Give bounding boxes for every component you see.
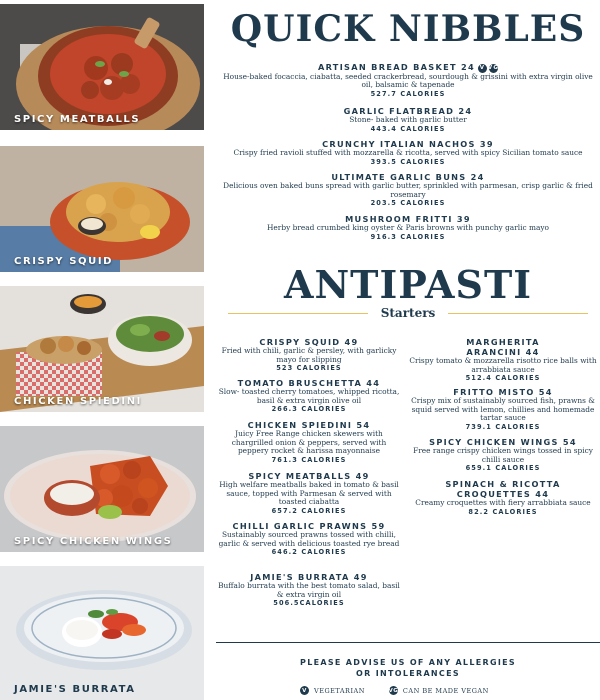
item-calories: 506.5CALORIES [273, 599, 345, 608]
menu-item-garlic-flatbread [216, 106, 600, 133]
item-description: Crispy tomato & mozzarella risotto rice balls with arrabbiata sauce [409, 356, 597, 374]
photo-jamies-burrata [0, 566, 204, 700]
item-description: Crispy mix of sustainably sourced fish, prawns & squid served with lemon, chillies and homemade tartar sauce [411, 396, 595, 423]
item-name: CRISPY SQUID 49 [259, 337, 359, 347]
menu-item-margherita-arancini [406, 337, 600, 382]
item-description: Sustainably sourced prawns tossed with chilli, garlic & served with delicious toasted rye bread [218, 530, 400, 548]
item-calories: 393.5 CALORIES [370, 157, 446, 166]
photo-caption: SPICY MEATBALLS [14, 114, 141, 125]
dietary-legend [300, 686, 489, 695]
item-calories: 523 CALORIES [276, 364, 342, 373]
menu-item-tomato-bruschetta [216, 378, 402, 413]
menu-item-ultimate-garlic-buns [216, 172, 600, 207]
item-name: SPICY CHICKEN WINGS 54 [429, 437, 577, 447]
item-name: MARGHERITA ARANCINI 44 [466, 337, 540, 357]
menu-item-chicken-spiedini [216, 420, 402, 464]
photo-caption: CHICKEN SPIEDINI [14, 396, 142, 407]
wings-illustration [0, 426, 204, 552]
item-description: Juicy Free Range chicken skewers with chargrilled onion & peppers, served with peppery rocket & harissa mayonnaise [231, 429, 387, 456]
item-calories: 512.4 CALORIES [465, 374, 541, 383]
menu-item-mushroom-fritti [216, 214, 600, 241]
vegetarian-icon: V [479, 65, 486, 71]
item-name: SPICY MEATBALLS 49 [248, 471, 370, 481]
menu-item-spicy-chicken-wings [406, 437, 600, 472]
item-calories: 761.3 CALORIES [271, 455, 347, 464]
spiedini-illustration [0, 286, 204, 412]
item-description: Stone- baked with garlic butter [349, 115, 467, 124]
item-calories: 266.3 CALORIES [271, 405, 347, 414]
item-description: Creamy croquettes with fiery arrabbiata sauce [415, 498, 591, 507]
photo-caption: JAMIE'S BURRATA [14, 684, 136, 695]
item-calories: 659.1 CALORIES [465, 464, 541, 473]
item-name: GARLIC FLATBREAD 24 [343, 106, 473, 116]
legend-vegan-label: CAN BE MADE VEGAN [402, 686, 489, 695]
item-description: Buffalo burrata with the best tomato salad, basil & extra virgin oil [218, 581, 400, 599]
vegan-icon: VG [487, 65, 500, 71]
footer-divider [216, 642, 600, 643]
starters-label: Starters [380, 306, 436, 320]
item-description: Slow- toasted cherry tomatoes, whipped ricotta, basil & extra virgin olive oil [218, 387, 400, 405]
photo-spicy-meatballs [0, 4, 204, 130]
item-description: Fried with chili, garlic & persley, with garlicky mayo for slipping [221, 346, 397, 364]
item-calories: 527.7 CALORIES [370, 89, 446, 98]
item-calories: 203.5 CALORIES [370, 199, 446, 208]
item-description: High welfare meatballs baked in tomato & basil sauce, topped with Parmesan & served with toasted ciabatta [219, 480, 399, 507]
menu-item-artisan-bread-basket [216, 62, 600, 98]
item-calories: 657.2 CALORIES [271, 506, 347, 515]
item-name: FRITTO MISTO 54 [453, 387, 553, 397]
meatballs-illustration [0, 4, 204, 130]
item-description: Crispy fried ravioli stuffed with mozzarella & ricotta, served with spicy Sicilian tomato sauce [233, 148, 583, 157]
item-description: Free range crispy chicken wings tossed in spicy chilli sauce [413, 446, 593, 464]
vegan-icon: VG [388, 687, 399, 694]
vegetarian-icon: V [300, 686, 309, 695]
photo-chicken-spiedini [0, 286, 204, 412]
item-description: House-baked focaccia, ciabatta, seeded crackerbread, sourdough & grissini with extra virgin olive oil, balsamic & tapenade [223, 71, 593, 90]
menu-item-chilli-garlic-prawns [216, 521, 402, 556]
item-name: MUSHROOM FRITTI 39 [345, 214, 471, 224]
item-calories: 916.3 CALORIES [370, 232, 446, 241]
menu-item-fritto-misto [406, 387, 600, 431]
item-name: JAMIE'S BURRATA 49 [250, 572, 368, 582]
photo-caption: CRISPY SQUID [14, 256, 114, 267]
item-description: Delicious oven baked buns spread with garlic butter, sprinkled with parmesan, crisp garlic & fried rosemary [223, 181, 593, 199]
item-name: TOMATO BRUSCHETTA 44 [237, 378, 381, 388]
item-calories: 443.4 CALORIES [370, 124, 446, 133]
item-name: CHICKEN SPIEDINI 54 [247, 420, 371, 430]
menu-item-spinach-ricotta-croquettes [406, 479, 600, 516]
quick-nibbles-title: QUICK NIBBLES [230, 8, 586, 50]
item-description: Herby bread crumbed king oyster & Paris browns with punchy garlic mayo [266, 223, 549, 232]
antipasti-title: ANTIPASTI [283, 262, 533, 307]
item-calories: 82.2 CALORIES [468, 507, 538, 516]
item-name: ULTIMATE GARLIC BUNS 24 [331, 172, 485, 182]
photo-crispy-squid [0, 146, 204, 272]
legend-vegetarian-label: VEGETARIAN [314, 686, 365, 695]
item-calories: 739.1 CALORIES [465, 422, 541, 431]
menu-item-jamies-burrata [216, 572, 402, 607]
burrata-illustration [0, 566, 204, 700]
menu-item-spicy-meatballs [216, 471, 402, 515]
menu-item-crunchy-italian-nachos [216, 139, 600, 166]
menu-item-crispy-squid [216, 337, 402, 372]
item-name: ARTISAN BREAD BASKET 24 V VG [317, 62, 500, 72]
item-name: CRUNCHY ITALIAN NACHOS 39 [322, 139, 494, 149]
photo-caption: SPICY CHICKEN WINGS [14, 536, 173, 547]
photo-spicy-chicken-wings [0, 426, 204, 552]
squid-illustration [0, 146, 204, 272]
starters-heading [216, 304, 600, 324]
item-name: SPINACH & RICOTTA CROQUETTES 44 [445, 479, 561, 499]
menu-panel [216, 0, 600, 700]
item-name: CHILLI GARLIC PRAWNS 59 [232, 521, 386, 531]
photo-strip [0, 0, 204, 700]
allergy-notice: PLEASE ADVISE US OF ANY ALLERGIES OR INTOLERANCES [300, 658, 516, 678]
item-calories: 646.2 CALORIES [271, 548, 347, 557]
